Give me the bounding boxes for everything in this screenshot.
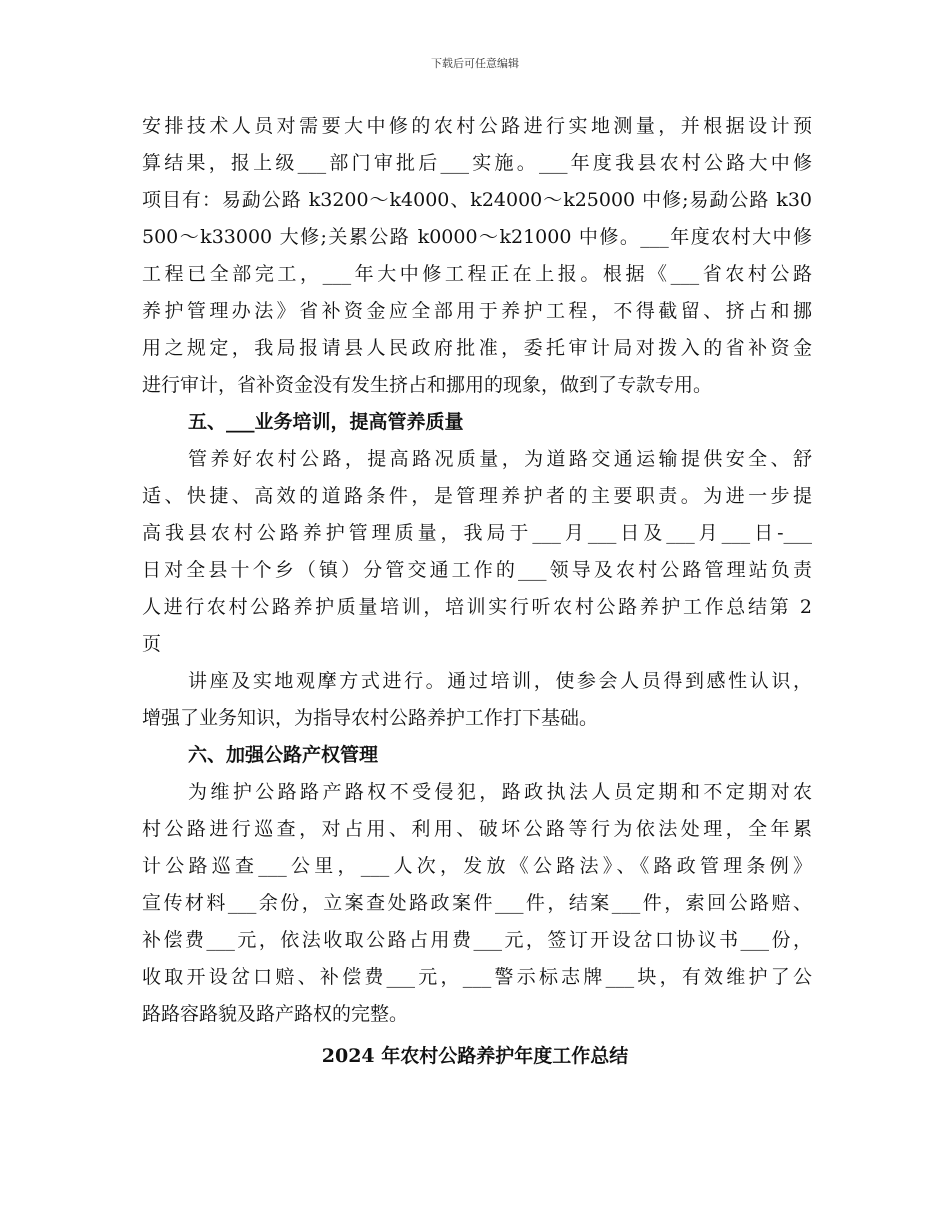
paragraph-property-rights — [142, 774, 812, 1033]
text-line: 收取开设岔口赔、补偿费___元，___警示标志牌___块，有效维护了公 — [142, 966, 812, 988]
text-line: 养护管理办法》省补资金应全部用于养护工程，不得截留、挤占和挪 — [142, 300, 812, 322]
text-line: 管养好农村公路，提高路况质量，为道路交通运输提供安全、舒 — [188, 448, 812, 470]
text-line: 人进行农村公路养护质量培训，培训实行听农村公路养护工作总结第 2 — [142, 596, 812, 618]
document-body — [142, 108, 812, 1033]
text-line: 补偿费___元，依法收取公路占用费___元，签订开设岔口协议书___份， — [142, 929, 812, 951]
text-line: 安排技术人员对需要大中修的农村公路进行实地测量，并根据设计预 — [142, 115, 812, 137]
text-line: 页 — [142, 633, 162, 655]
page-header: 下载后可任意编辑 — [431, 57, 519, 70]
paragraph-maintenance-funds — [142, 108, 812, 404]
text-line: 500～k33000 大修;关累公路 k0000～k21000 中修。___年度农村大中修 — [142, 226, 812, 248]
text-line: 宣传材料___余份，立案查处路政案件___件，结案___件，索回公路赔、 — [142, 892, 812, 914]
document-title: 2024 年农村公路养护年度工作总结 — [321, 1045, 629, 1067]
text-line: 算结果，报上级___部门审批后___实施。___年度我县农村公路大中修 — [142, 152, 812, 174]
paragraph-training-continued — [142, 663, 812, 737]
text-line: 适、快捷、高效的道路条件，是管理养护者的主要职责。为进一步提 — [142, 485, 812, 507]
text-line: 为维护公路路产路权不受侵犯，路政执法人员定期和不定期对农 — [188, 781, 812, 803]
paragraph-training — [142, 441, 812, 663]
text-line: 增强了业务知识，为指导农村公路养护工作打下基础。 — [142, 707, 599, 729]
text-line: 日对全县十个乡（镇）分管交通工作的___领导及农村公路管理站负责 — [142, 559, 812, 581]
section-heading-property-rights: 六、加强公路产权管理 — [188, 744, 379, 766]
text-line: 用之规定，我局报请县人民政府批准，委托审计局对拨入的省补资金 — [142, 337, 812, 359]
text-line: 讲座及实地观摩方式进行。通过培训，使参会人员得到感性认识， — [188, 670, 812, 692]
text-line: 项目有：易勐公路 k3200～k4000、k24000～k25000 中修;易勐公路 k30 — [142, 189, 812, 211]
text-line: 高我县农村公路养护管理质量，我局于___月___日及___月___日-___ — [142, 522, 812, 544]
text-line: 进行审计，省补资金没有发生挤占和挪用的现象，做到了专款专用。 — [142, 374, 713, 396]
text-line: 村公路进行巡查，对占用、利用、破坏公路等行为依法处理，全年累 — [142, 818, 812, 840]
text-line: 工程已全部完工，___年大中修工程正在上报。根据《___省农村公路 — [142, 263, 812, 285]
text-line: 计公路巡查___公里，___人次，发放《公路法》、《路政管理条例》 — [142, 855, 812, 877]
section-heading-training: 五、___业务培训，提高管养质量 — [188, 411, 464, 433]
text-line: 路路容路貌及路产路权的完整。 — [142, 1003, 409, 1025]
